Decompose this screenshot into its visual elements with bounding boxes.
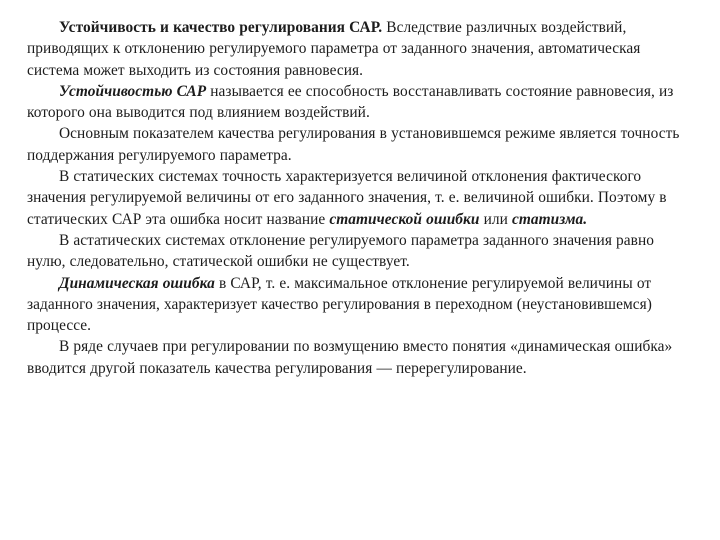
paragraph-astatic-systems [27, 230, 693, 273]
paragraph-text: в САР, т. е. максимальное отклонение регулируемой величины от заданного значения, характеризует качество регулирования в переходном (неустановившемся) процессе. [27, 274, 652, 335]
paragraph-static-systems [27, 166, 693, 230]
document-body [27, 17, 693, 379]
paragraph-text: Вследствие различных воздействий, приводящих к отклонению регулируемого параметра от заданного значения, автоматическая система может выходить из состояния равновесия. [27, 19, 641, 79]
term-dynamic-error: Динамическая ошибка [59, 274, 215, 292]
paragraph-main-indicator [27, 123, 693, 166]
section-heading: Устойчивость и качество регулирования САР. [59, 19, 383, 36]
term-statism: статизма. [512, 210, 588, 228]
paragraph-text: В ряде случаев при регулировании по возмущению вместо понятия «динамическая ошибка» вводится другой показатель качества регулирования — перерегулирование. [27, 338, 673, 377]
paragraph-text: или [479, 210, 512, 228]
term-stability: Устойчивостью САР [59, 82, 207, 100]
paragraph-stability-definition [27, 81, 693, 124]
paragraph-text: В астатических системах отклонение регулируемого параметра заданного значения равно нулю, следовательно, статической ошибки не существует. [27, 231, 655, 271]
paragraph-overshoot [27, 336, 693, 379]
paragraph-text: Основным показателем качества регулирования в установившемся режиме является точность поддержания регулируемого параметра. [27, 125, 680, 164]
paragraph-text: называется ее способность восстанавливать состояние равновесия, из которого она выводится под влиянием воздействий. [27, 82, 674, 122]
term-static-error: статической ошибки [329, 210, 480, 228]
paragraph-stability-quality [27, 17, 693, 81]
paragraph-dynamic-error [27, 273, 693, 337]
paragraph-text: В статических системах точность характеризуется величиной отклонения фактического значения регулируемой величины от его заданного значения, т. е. величиной ошибки. Поэтому в статических САР эта ошибка носит название [27, 168, 667, 228]
